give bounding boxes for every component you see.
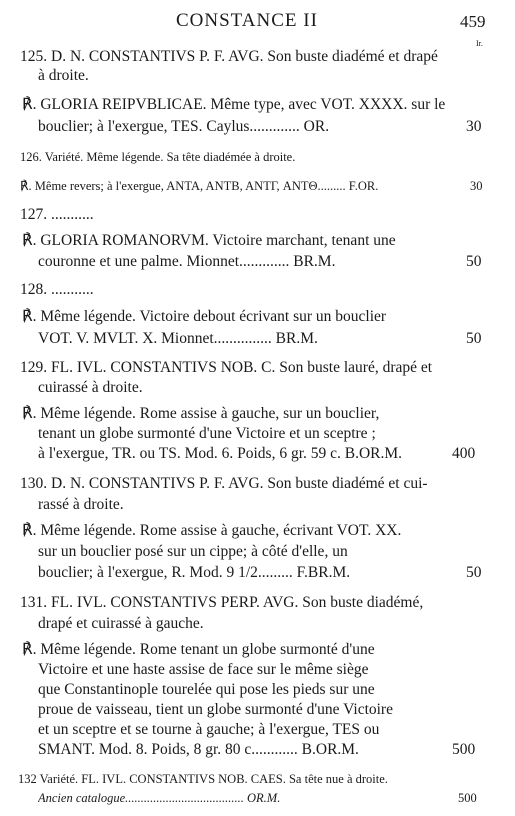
entry-line: Victoire et une haste assise de face sur le même siège [38, 661, 369, 678]
entry-line: ℟. Même légende. Victoire debout écrivant sur un bouclier [22, 308, 387, 325]
entry-line: tenant un globe surmonté d'une Victoire et un sceptre ; [38, 425, 376, 442]
entry-line: 126. Variété. Même légende. Sa tête diadémée à droite. [20, 150, 296, 164]
entry-line: 129. FL. IVL. CONSTANTIVS NOB. C. Son buste lauré, drapé et [20, 359, 433, 376]
entry-line: 128. ........... [20, 281, 94, 298]
page-header [0, 8, 515, 48]
entry-price: 50 [466, 330, 482, 347]
entry-price: 50 [466, 253, 482, 270]
entry-price: 50 [466, 564, 482, 581]
entry-price: 30 [470, 179, 483, 193]
entry-line: ℟. Même légende. Rome tenant un globe surmonté d'une [22, 641, 375, 658]
page-number: 459 [460, 12, 486, 31]
entry-price: 400 [452, 445, 476, 462]
running-title: CONSTANCE II [176, 10, 318, 31]
entry-line: bouclier; à l'exergue, R. Mod. 9 1/2......... F.BR.M. [38, 564, 351, 581]
entry-line: ℟. Même légende. Rome assise à gauche, écrivant VOT. XX. [22, 522, 402, 539]
entry-line: 130. D. N. CONSTANTIVS P. F. AVG. Son buste diadémé et cui- [20, 475, 428, 492]
entry-line: sur un bouclier posé sur un cippe; à côté d'elle, un [38, 543, 348, 560]
entry-line: que Constantinople tourelée qui pose les pieds sur une [38, 681, 375, 698]
entry-line: couronne et une palme. Mionnet............. BR.M. [38, 253, 336, 270]
entry-line: ℟. GLORIA ROMANORVM. Victoire marchant, tenant une [22, 232, 396, 249]
entry-price: 500 [458, 791, 477, 805]
entry-line: 127. ........... [20, 206, 94, 223]
entry-line: rassé à droite. [38, 496, 124, 513]
entry-line: VOT. V. MVLT. X. Mionnet............... BR.M. [38, 330, 318, 347]
signature-mark: Ir. [476, 39, 483, 48]
entry-line: à l'exergue, TR. ou TS. Mod. 6. Poids, 6 gr. 59 c. B.OR.M. [38, 445, 403, 462]
entry-line: ℟. GLORIA REIPVBLICAE. Même type, avec VOT. XXXX. sur le [22, 96, 446, 113]
entry-line: 131. FL. IVL. CONSTANTIVS PERP. AVG. Son buste diadémé, [20, 594, 424, 611]
entry-line: à droite. [38, 67, 89, 84]
entry-line: bouclier; à l'exergue, TES. Caylus............. OR. [38, 118, 330, 135]
entry-line: drapé et cuirassé à gauche. [38, 615, 204, 632]
entry-line: ℟. Même légende. Rome assise à gauche, sur un bouclier, [22, 405, 380, 422]
entry-line: SMANT. Mod. 8. Poids, 8 gr. 80 c............ B.OR.M. [38, 741, 359, 758]
entry-line: proue de vaisseau, tient un globe surmonté d'une Victoire [38, 701, 393, 718]
entry-line: 132 Variété. FL. IVL. CONSTANTIVS NOB. CAES. Sa tête nue à droite. [18, 772, 388, 786]
entry-line: cuirassé à droite. [38, 379, 143, 396]
entry-line: ℟. Même revers; à l'exergue, ANTA, ANTB, ANTΓ, ANTΘ......... F.OR. [20, 179, 379, 193]
entry-line: et un sceptre et se tourne à gauche; à l'exergue, TES ou [38, 721, 380, 738]
entry-price: 500 [452, 741, 476, 758]
entry-price: 30 [466, 118, 482, 135]
entry-line: Ancien catalogue...................................... OR.M. [38, 791, 281, 805]
entry-line: 125. D. N. CONSTANTIVS P. F. AVG. Son buste diadémé et drapé [20, 48, 438, 65]
